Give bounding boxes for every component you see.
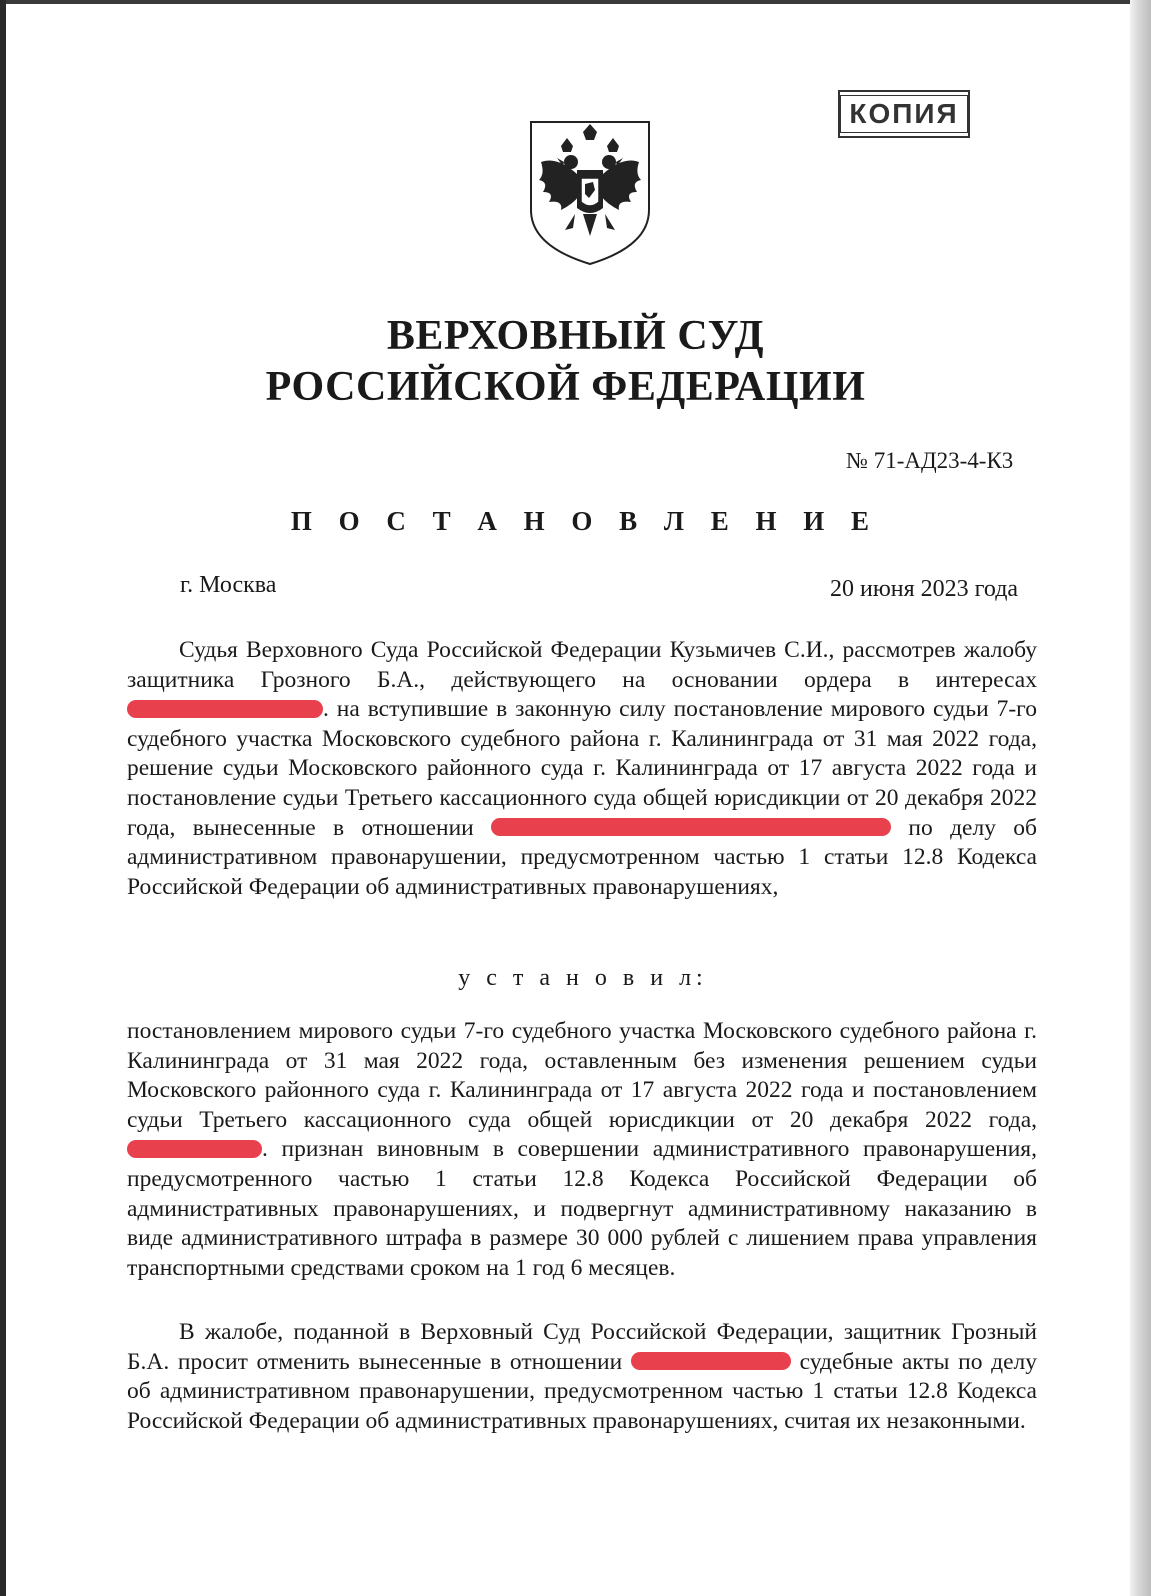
section-heading-established: у с т а н о в и л:: [458, 965, 708, 991]
city: г. Москва: [180, 572, 277, 598]
paragraph-complaint-part-a: В жалобе, поданной в Верховный Суд Российской Федерации, защитник Грозный Б.А. просит отменить вынесенные в отношении: [127, 1319, 1037, 1375]
case-number: № 71-АД23-4-К3: [846, 448, 1014, 473]
paragraph-complaint: [127, 1318, 1037, 1436]
redaction-mark: [491, 818, 891, 836]
paragraph-intro-part-b: . на вступившие в законную силу постановление мирового судьи 7-го судебного участка Московского судебного района г. Калининграда от 31 мая 2022 года, решение судьи Московского районного суда г. Калининграда от 17 августа 2022 года и постановление судьи Третьего кассационного суда общей юрисдикции от 20 декабря 2022 года, вынесенные в отношении: [127, 696, 1037, 841]
copy-stamp: [838, 90, 970, 138]
paragraph-complaint-part-b: судебные акты по делу об административном правонарушении, предусмотренном частью 1 статьи 12.8 Кодекса Российской Федерации об административных правонарушениях, считая их незаконными.: [127, 1348, 1038, 1434]
paragraph-established: [127, 1017, 1037, 1283]
court-name-line1: ВЕРХОВНЫЙ СУД: [386, 313, 765, 359]
scan-edge-top: [0, 0, 1151, 4]
redaction-mark: [127, 1140, 262, 1158]
redaction-mark: [631, 1352, 791, 1370]
scan-edge-left: [0, 0, 6, 1596]
paragraph-intro: [127, 636, 1037, 902]
redaction-mark: [127, 700, 323, 718]
document-date: 20 июня 2023 года: [830, 576, 1019, 602]
paragraph-established-part-b: . признан виновным в совершении административного правонарушения, предусмотренного частью 1 статьи 12.8 Кодекса Российской Федерации об административных правонарушениях, и подвергнут административному наказанию в виде административного штрафа в размере 30 000 рублей с лишением права управления транспортными средствами сроком на 1 год 6 месяцев.: [127, 1136, 1037, 1281]
paragraph-intro-part-a: Судья Верховного Суда Российской Федерации Кузьмичев С.И., рассмотрев жалобу защитника Грозного Б.А., действующего на основании ордера в интересах: [127, 637, 1037, 693]
court-name-line2: РОССИЙСКОЙ ФЕДЕРАЦИИ: [265, 364, 866, 410]
paragraph-established-part-a: постановлением мирового судьи 7-го судебного участка Московского судебного района г. Калининграда от 31 мая 2022 года, оставленным без изменения решением судьи Московского районного суда г. Калининграда от 17 августа 2022 года и постановлением судьи Третьего кассационного суда общей юрисдикции от 20 декабря 2022 года,: [127, 1018, 1037, 1133]
coat-of-arms-icon: [527, 118, 653, 268]
paragraph-intro-part-c: по делу об административном правонарушении, предусмотренном частью 1 статьи 12.8 Кодекса Российской Федерации об административных правонарушениях,: [127, 814, 1037, 900]
document-type: П О С Т А Н О В Л Е Н И Е: [290, 506, 880, 536]
copy-stamp-label: КОПИЯ: [840, 95, 967, 133]
scan-edge-right: [1130, 0, 1151, 1596]
